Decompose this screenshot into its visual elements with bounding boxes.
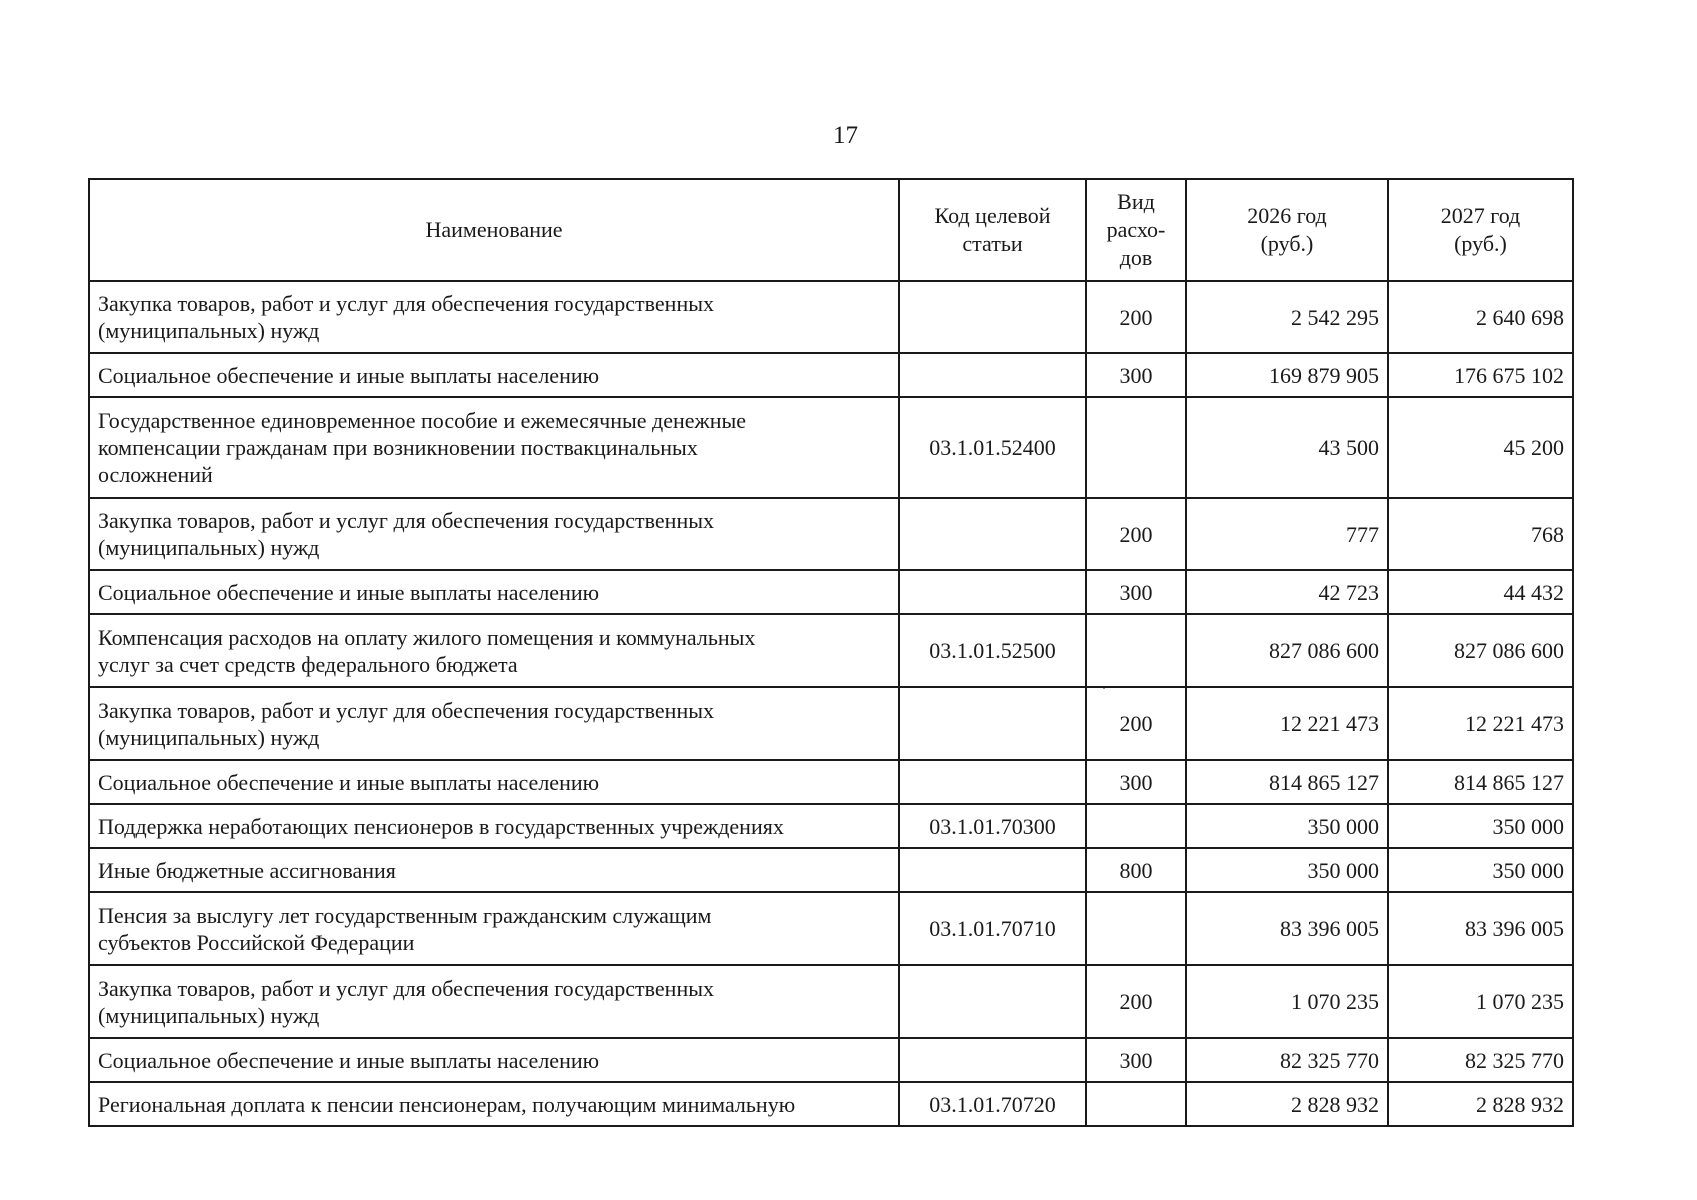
header-type-line: дов [1119,245,1153,270]
table-row [89,281,1573,353]
cell-code: 03.1.01.52400 [899,397,1086,498]
cell-name [89,353,899,397]
table-row [89,397,1573,498]
cell-2027: 1 070 235 [1388,965,1573,1038]
table-header-row [89,179,1573,281]
cell-name-line: осложнений [98,462,213,487]
cell-name [89,1038,899,1082]
cell-type [1086,1082,1186,1126]
cell-type [1086,892,1186,965]
header-year-line: 2026 год [1247,203,1327,228]
cell-name-line: (муниципальных) нужд [98,318,320,343]
table-row [89,498,1573,570]
cell-type: 200 [1086,498,1186,570]
cell-name-line: услуг за счет средств федерального бюджета [98,651,518,677]
page-number [0,122,1697,150]
cell-2026: 814 865 127 [1186,760,1388,804]
table-row [89,965,1573,1038]
cell-name-line: (муниципальных) нужд [98,724,320,750]
cell-code [899,760,1086,804]
cell-name-line: Социальное обеспечение и иные выплаты населению [98,769,600,795]
cell-type: 800 [1086,848,1186,892]
cell-2027: 350 000 [1388,848,1573,892]
header-year-line: (руб.) [1260,231,1314,256]
cell-type [1086,804,1186,848]
cell-name-line: Пенсия за выслугу лет государственным гражданским служащим [98,902,712,928]
cell-2027: 83 396 005 [1388,892,1573,965]
cell-name [89,614,899,687]
cell-name [89,1082,899,1126]
cell-code [899,687,1086,760]
cell-name [89,570,899,614]
cell-2027: 44 432 [1388,570,1573,614]
cell-name-line: Социальное обеспечение и иные выплаты населению [98,579,600,605]
cell-2026: 1 070 235 [1186,965,1388,1038]
cell-type [1086,614,1186,687]
header-year-2026 [1186,179,1388,281]
cell-type: 300 [1086,760,1186,804]
cell-2026: 12 221 473 [1186,687,1388,760]
header-type-line: расхо- [1106,217,1166,242]
table-body [89,281,1573,1126]
cell-2027: 350 000 [1388,804,1573,848]
header-year-line: (руб.) [1454,231,1507,256]
cell-type: 300 [1086,1038,1186,1082]
cell-code: 03.1.01.52500 [899,614,1086,687]
header-code-line: Код целевой [934,203,1051,228]
cell-2027: 768 [1388,498,1573,570]
cell-code: 03.1.01.70300 [899,804,1086,848]
cell-2026: 2 542 295 [1186,281,1388,353]
cell-type: 200 [1086,687,1186,760]
cell-code [899,848,1086,892]
cell-name [89,804,899,848]
cell-2026: 2 828 932 [1186,1082,1388,1126]
cell-name-line: Закупка товаров, работ и услуг для обеспечения государственных [98,508,715,533]
cell-name [89,848,899,892]
cell-2027: 827 086 600 [1388,614,1573,687]
page-number-text: 17 [833,122,858,149]
cell-2026: 350 000 [1186,848,1388,892]
table-row [89,1082,1573,1126]
cell-name-line: Закупка товаров, работ и услуг для обеспечения государственных [98,291,715,316]
cell-2027: 45 200 [1388,397,1573,498]
header-type [1086,179,1186,281]
cell-2026: 827 086 600 [1186,614,1388,687]
header-name-label: Наименование [425,217,563,242]
cell-2027: 176 675 102 [1388,353,1573,397]
cell-name-line: субъектов Российской Федерации [98,929,415,955]
cell-2027: 814 865 127 [1388,760,1573,804]
cell-name-line: Поддержка неработающих пенсионеров в государственных учреждениях [98,813,784,839]
cell-name-line: (муниципальных) нужд [98,535,320,560]
cell-2027: 2 640 698 [1388,281,1573,353]
table-row [89,804,1573,848]
header-type-line: Вид [1117,189,1155,214]
table-row [89,614,1573,687]
cell-2026: 42 723 [1186,570,1388,614]
header-year-line: 2027 год [1440,203,1521,228]
cell-code [899,353,1086,397]
cell-2026: 43 500 [1186,397,1388,498]
budget-table [88,178,1574,1127]
table-row [89,760,1573,804]
cell-name [89,965,899,1038]
table-row [89,848,1573,892]
cell-name [89,281,899,353]
table-row [89,570,1573,614]
table-row [89,687,1573,760]
header-name [89,179,899,281]
cell-type: 300 [1086,570,1186,614]
cell-code [899,570,1086,614]
cell-code [899,498,1086,570]
cell-2026: 82 325 770 [1186,1038,1388,1082]
cell-code [899,1038,1086,1082]
cell-code [899,965,1086,1038]
cell-name [89,892,899,965]
cell-2027: 2 828 932 [1388,1082,1573,1126]
cell-name [89,498,899,570]
cell-code: 03.1.01.70710 [899,892,1086,965]
cell-2026: 777 [1186,498,1388,570]
table-row [89,1038,1573,1082]
cell-type: 300 [1086,353,1186,397]
cell-name-line: Региональная доплата к пенсии пенсионерам, получающим минимальную [98,1091,796,1117]
cell-name [89,760,899,804]
table-row [89,353,1573,397]
cell-code [899,281,1086,353]
cell-name-line: Социальное обеспечение и иные выплаты населению [98,362,600,388]
cell-type: 200 [1086,965,1186,1038]
cell-2026: 350 000 [1186,804,1388,848]
cell-type: 200 [1086,281,1186,353]
header-code-line: статьи [962,231,1023,256]
cell-2027: 12 221 473 [1388,687,1573,760]
cell-name-line: Компенсация расходов на оплату жилого помещения и коммунальных [98,624,756,650]
cell-name-line: Иные бюджетные ассигнования [98,857,396,883]
cell-name-line: Социальное обеспечение и иные выплаты населению [98,1047,600,1073]
cell-name-line: Закупка товаров, работ и услуг для обеспечения государственных [98,975,715,1001]
cell-name-line: (муниципальных) нужд [98,1002,320,1028]
cell-code: 03.1.01.70720 [899,1082,1086,1126]
header-code [899,179,1086,281]
cell-name [89,687,899,760]
cell-name-line: Государственное единовременное пособие и ежемесячные денежные [98,408,747,433]
table-row [89,892,1573,965]
header-year-2027 [1388,179,1573,281]
cell-2027: 82 325 770 [1388,1038,1573,1082]
cell-name-line: Закупка товаров, работ и услуг для обеспечения государственных [98,697,715,723]
cell-2026: 83 396 005 [1186,892,1388,965]
cell-name [89,397,899,498]
cell-2026: 169 879 905 [1186,353,1388,397]
cell-type [1086,397,1186,498]
cell-name-line: компенсации гражданам при возникновении поствакцинальных [98,435,698,460]
